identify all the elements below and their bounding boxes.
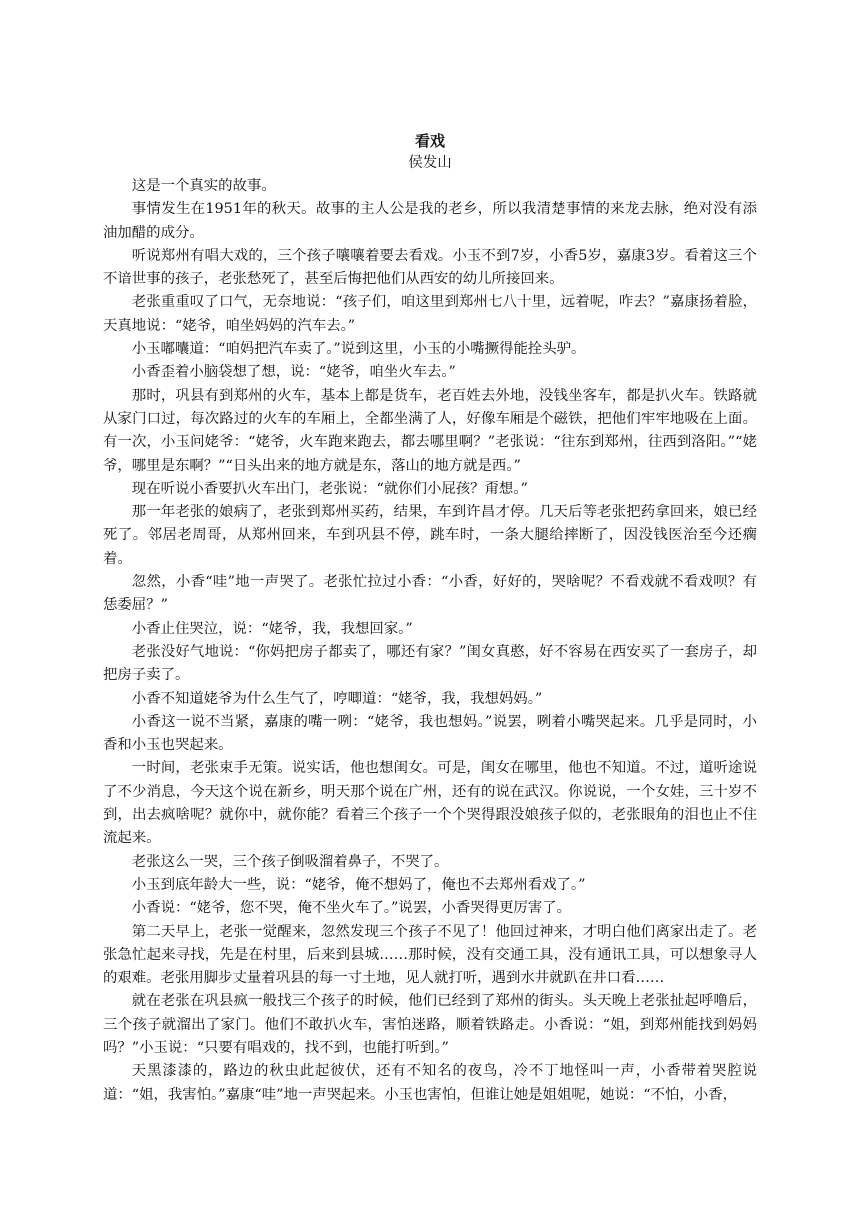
paragraph: 听说郑州有唱大戏的，三个孩子嚷嚷着要去看戏。小玉不到7岁，小香5岁，嘉康3岁。看着这三个不谙世事的孩子，老张愁死了，甚至后悔把他们从西安的幼儿所接回来。 xyxy=(103,247,757,288)
paragraph: 这是一个真实的故事。 xyxy=(131,178,276,194)
paragraph: 小香不知道姥爷为什么生气了，哼唧道：“姥爷，我，我想妈妈。” xyxy=(131,690,543,707)
paragraph: 第二天早上，老张一觉醒来，忽然发现三个孩子不见了！他回过神来，才明白他们离家出走了。老张急忙起来寻找，先是在村里，后来到县城……那时候，没有交通工具，没有通讯工具，可以想象寻人的艰难。老张用脚步丈量着巩县的每一寸土地，见人就打听，遇到水井就趴在井口看…… xyxy=(103,923,757,987)
paragraph: 那一年老张的娘病了，老张到郑州买药，结果，车到许昌才停。几天后等老张把药拿回来，娘已经死了。邻居老周哥，从郑州回来，车到巩县不停，跳车时，一条大腿给摔断了，因没钱医治至今还瘸着。 xyxy=(103,504,757,567)
paragraph: 小香歪着小脑袋想了想，说：“姥爷，咱坐火车去。” xyxy=(131,364,456,381)
paragraph: 老张没好气地说：“你妈把房子都卖了，哪还有家？”闺女真憨，好不容易在西安买了一套房子，却把房子卖了。 xyxy=(103,643,757,684)
paragraph: 老张这么一哭，三个孩子倒吸溜着鼻子，不哭了。 xyxy=(131,853,449,870)
document-title: 看戏 xyxy=(414,132,445,150)
paragraph: 老张重重叹了口气，无奈地说：“孩子们，咱这里到郑州七八十里，远着呢，咋去？”嘉康扬着脸，天真地说：“姥爷，咱坐妈妈的汽车去。” xyxy=(103,294,757,334)
paragraph: 一时间，老张束手无策。说实话，他也想闺女。可是，闺女在哪里，他也不知道。不过，道听途说了不少消息，今天这个说在新乡，明天那个说在广州，还有的说在武汉。你说说，一个女娃，三十岁不到，出去疯啥呢？就你中，就你能？看着三个孩子一个个哭得跟没娘孩子似的，老张眼角的泪也止不住流起来。 xyxy=(103,760,757,847)
document-body xyxy=(103,175,757,1107)
paragraph: 那时，巩县有到郑州的火车，基本上都是货车，老百姓去外地，没钱坐客车，都是扒火车。铁路就从家门口过，每次路过的火车的车厢上，全都坐满了人，好像车厢是个磁铁，把他们牢牢地吸在上面。有一次，小玉问姥爷：“姥爷，火车跑来跑去，都去哪里啊？”老张说：“往东到郑州，往西到洛阳。”“姥爷，哪里是东啊？”“日头出来的地方就是东，落山的地方就是西。” xyxy=(103,387,757,474)
paragraph: 天黑漆漆的，路边的秋虫此起彼伏，还有不知名的夜鸟，冷不丁地怪叫一声，小香带着哭腔说道：“姐，我害怕。”嘉康“哇”地一声哭起来。小玉也害怕，但谁让她是姐姐呢，她说：“不怕，小香， xyxy=(103,1063,757,1103)
paragraph: 小香这一说不当紧，嘉康的嘴一咧：“姥爷，我也想妈。”说罢，咧着小嘴哭起来。几乎是同时，小香和小玉也哭起来。 xyxy=(103,713,757,754)
paragraph: 小玉嘟囔道：“咱妈把汽车卖了。”说到这里，小玉的小嘴撅得能拴头驴。 xyxy=(131,341,586,358)
paragraph: 事情发生在1951年的秋天。故事的主人公是我的老乡，所以我清楚事情的来龙去脉，绝对没有添油加醋的成分。 xyxy=(103,201,757,241)
paragraph: 现在听说小香要扒火车出门，老张说：“就你们小屁孩？甭想。” xyxy=(131,480,528,497)
paragraph: 小香止住哭泣，说：“姥爷，我，我想回家。” xyxy=(131,620,413,637)
document-author: 侯发山 xyxy=(408,155,452,171)
paragraph: 忽然，小香“哇”地一声哭了。老张忙拉过小香：“小香，好好的，哭啥呢？不看戏就不看戏呗？有恁委屈？” xyxy=(103,574,757,614)
paragraph: 小玉到底年龄大一些，说：“姥爷，俺不想妈了，俺也不去郑州看戏了。” xyxy=(131,876,586,893)
paragraph: 就在老张在巩县疯一般找三个孩子的时候，他们已经到了郑州的街头。头天晚上老张扯起呼噜后，三个孩子就溜出了家门。他们不敢扒火车，害怕迷路，顺着铁路走。小香说：“姐，到郑州能找到妈妈吗？”小玉说：“只要有唱戏的，找不到，也能打听到。” xyxy=(103,993,757,1056)
paragraph: 小香说：“姥爷，您不哭，俺不坐火车了。”说罢，小香哭得更厉害了。 xyxy=(131,900,572,917)
